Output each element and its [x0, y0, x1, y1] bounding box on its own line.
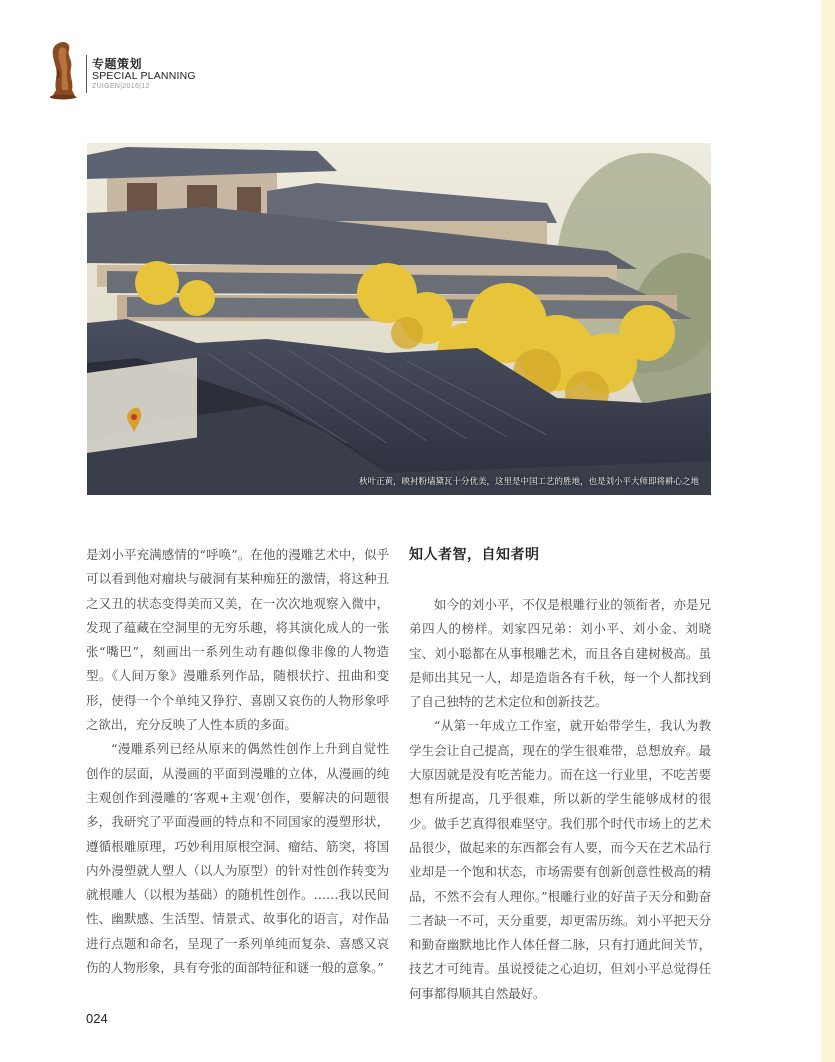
issue-label: ZUIGEN|2016|12	[92, 83, 150, 90]
header-divider	[86, 55, 87, 93]
left-paragraph-2: “漫雕系列已经从原来的偶然性创作上升到自觉性创作的层面，从漫画的平面到漫雕的立体，从漫画的纯主观创作到漫雕的‘客观+主观’创作，要解决的问题很多，我研究了平面漫画的特点和不同国家的漫塑形状，遵循根雕原理，巧妙利用原根空洞、瘤结、筋突，将国内外漫塑就人塑人（以人为原型）的针对性创作转变为就根雕人（以根为基础）的随机性创作。……我以民间性、幽默感、生活型、情景式、故事化的语言，对作品进行点题和命名，呈现了一系列单纯而复杂、喜感又哀伤的人物形象，具有夸张的面部特征和谜一般的意象。”	[86, 741, 389, 976]
temple-roofs-autumn-photo	[87, 143, 711, 495]
page-number: 024	[86, 1011, 108, 1026]
photo-caption: 秋叶正黄，映衬粉墙黛瓦十分优美，这里是中国工艺的胜地，也是刘小平大师即将耕心之地	[358, 477, 699, 487]
article-right-column	[409, 543, 711, 1006]
article-left-column	[86, 543, 389, 980]
section-title-en: SPECIAL PLANNING	[92, 70, 196, 82]
section-title-cn: 专题策划	[92, 57, 143, 71]
section-subheading: 知人者智，自知者明	[409, 547, 540, 563]
right-paragraph-2: “从第一年成立工作室，就开始带学生，我认为教学生会让自己提高，现在的学生很难带，总想放弃。最大原因就是没有吃苦能力。而在这一行业里，不吃苦要想有所提高，几乎很难，所以新的学生能够成材的很少。做手艺真得很难坚守。我们那个时代市场上的艺术品很少，做起来的东西都会有人要，而今天在艺术品行业却是一个饱和状态，市场需要有创新创意性极高的精品，不然不会有人理你。”根雕行业的好苗子天分和勤奋二者缺一不可，天分重要，却更需历练。刘小平把天分和勤奋幽默地比作人体任督二脉，只有打通此间关节，技艺才可纯青。虽说授徒之心迫切，但刘小平总觉得任何事都得顺其自然最好。	[409, 718, 711, 1001]
root-carving-logo-icon	[47, 40, 79, 100]
page-edge-strip	[821, 0, 835, 1062]
left-paragraph-1: 是刘小平充满感情的“呼唤”。在他的漫雕艺术中，似乎可以看到他对瘤块与破洞有某种痴狂的激情，将这种丑之又丑的状态变得美而又美，在一次次地观察入微中，发现了蕴藏在空洞里的无穷乐趣，将其演化成人的一张张“嘴巴”，刻画出一系列生动有趣似像非像的人物造型。《人间万象》漫雕系列作品，随根状拧、扭曲和变形，使得一个个单纯又狰狞、喜剧又哀伤的人物形象呼之欲出，充分反映了人性本质的多面。	[86, 547, 389, 733]
right-paragraph-1: 如今的刘小平，不仅是根雕行业的领衔者，亦是兄弟四人的榜样。刘家四兄弟：刘小平、刘小金、刘晓宝、刘小聪都在从事根雕艺术，而且各自建树极高。虽是师出其兄一人，却是造诣各有千秋，每一个人都找到了自己独特的艺术定位和创新技艺。	[409, 597, 711, 710]
